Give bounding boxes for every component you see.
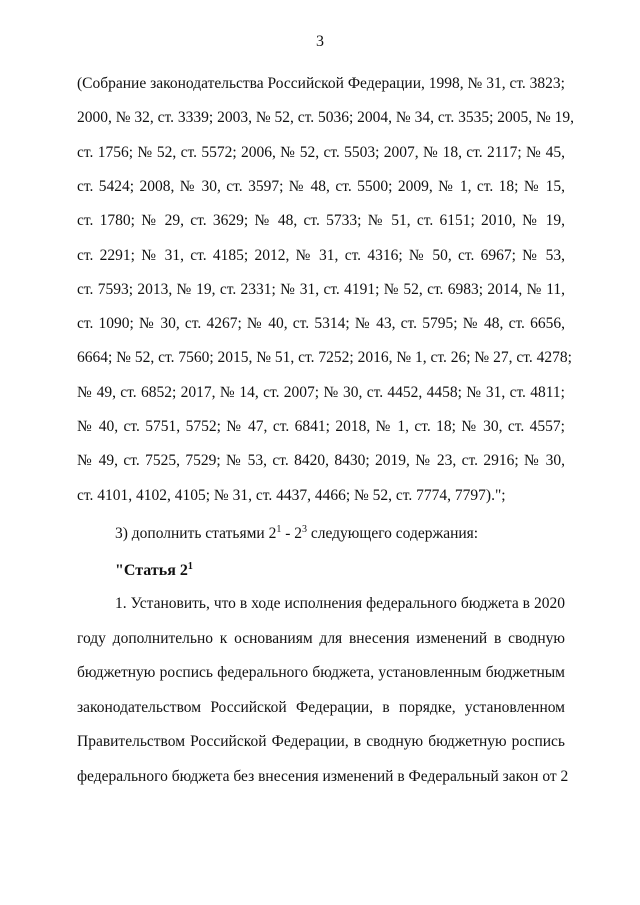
amendment-line — [115, 525, 478, 543]
citation-line: ст. 2291; № 31, ст. 4185; 2012, № 31, ст. 4316; № 50, ст. 6967; № 53, — [77, 246, 565, 264]
citation-line: № 49, ст. 7525, 7529; № 53, ст. 8420, 8430; 2019, № 23, ст. 2916; № 30, — [77, 452, 565, 470]
citation-line: ст. 1780; № 29, ст. 3629; № 48, ст. 5733; № 51, ст. 6151; 2010, № 19, — [77, 212, 565, 230]
body-line: Правительством Российской Федерации, в сводную бюджетную роспись — [77, 733, 565, 750]
body-line: федерального бюджета без внесения изменений в Федеральный закон от 2 — [77, 767, 569, 785]
citation-line: ст. 1756; № 52, ст. 5572; 2006, № 52, ст. 5503; 2007, № 18, ст. 2117; № 45, — [77, 143, 565, 161]
article-heading-sup: 1 — [187, 561, 193, 572]
citation-line: ст. 7593; 2013, № 19, ст. 2331; № 31, ст. 4191; № 52, ст. 6983; 2014, № 11, — [77, 280, 565, 298]
citation-line: (Собрание законодательства Российской Федерации, 1998, № 31, ст. 3823; — [77, 75, 565, 92]
citation-line: № 49, ст. 6852; 2017, № 14, ст. 2007; № 30, ст. 4452, 4458; № 31, ст. 4811; — [77, 383, 565, 401]
citation-line: 6664; № 52, ст. 7560; 2015, № 51, ст. 7252; 2016, № 1, ст. 26; № 27, ст. 4278; — [77, 349, 572, 367]
amendment-prefix: 3) дополнить статьями 2 — [115, 525, 277, 542]
article-heading-text: "Статья 2 — [115, 562, 188, 579]
citation-line: ст. 1090; № 30, ст. 4267; № 40, ст. 5314; № 43, ст. 5795; № 48, ст. 6656, — [77, 315, 565, 333]
body-line: законодательством Российской Федерации, в порядке, установленном — [77, 698, 565, 716]
citation-line: 2000, № 32, ст. 3339; 2003, № 52, ст. 5036; 2004, № 34, ст. 3535; 2005, № 19, — [77, 109, 575, 127]
page-number: 3 — [316, 33, 324, 50]
amendment-sup-from: 1 — [276, 524, 282, 535]
amendment-dash: - 2 — [281, 525, 302, 542]
body-line: году дополнительно к основаниям для внесения изменений в сводную — [77, 629, 565, 647]
body-line: бюджетную роспись федерального бюджета, установленным бюджетным — [77, 664, 565, 681]
citation-line: № 40, ст. 5751, 5752; № 47, ст. 6841; 2018, № 1, ст. 18; № 30, ст. 4557; — [77, 418, 565, 435]
citation-line: ст. 4101, 4102, 4105; № 31, ст. 4437, 4466; № 52, ст. 7774, 7797)."; — [77, 486, 506, 504]
body-line: 1. Установить, что в ходе исполнения федерального бюджета в 2020 — [115, 595, 565, 612]
amendment-sup-to: 3 — [302, 524, 307, 535]
article-heading — [115, 562, 193, 580]
citation-line: ст. 5424; 2008, № 30, ст. 3597; № 48, ст. 5500; 2009, № 1, ст. 18; № 15, — [77, 177, 565, 195]
amendment-suffix: следующего содержания: — [307, 525, 479, 542]
